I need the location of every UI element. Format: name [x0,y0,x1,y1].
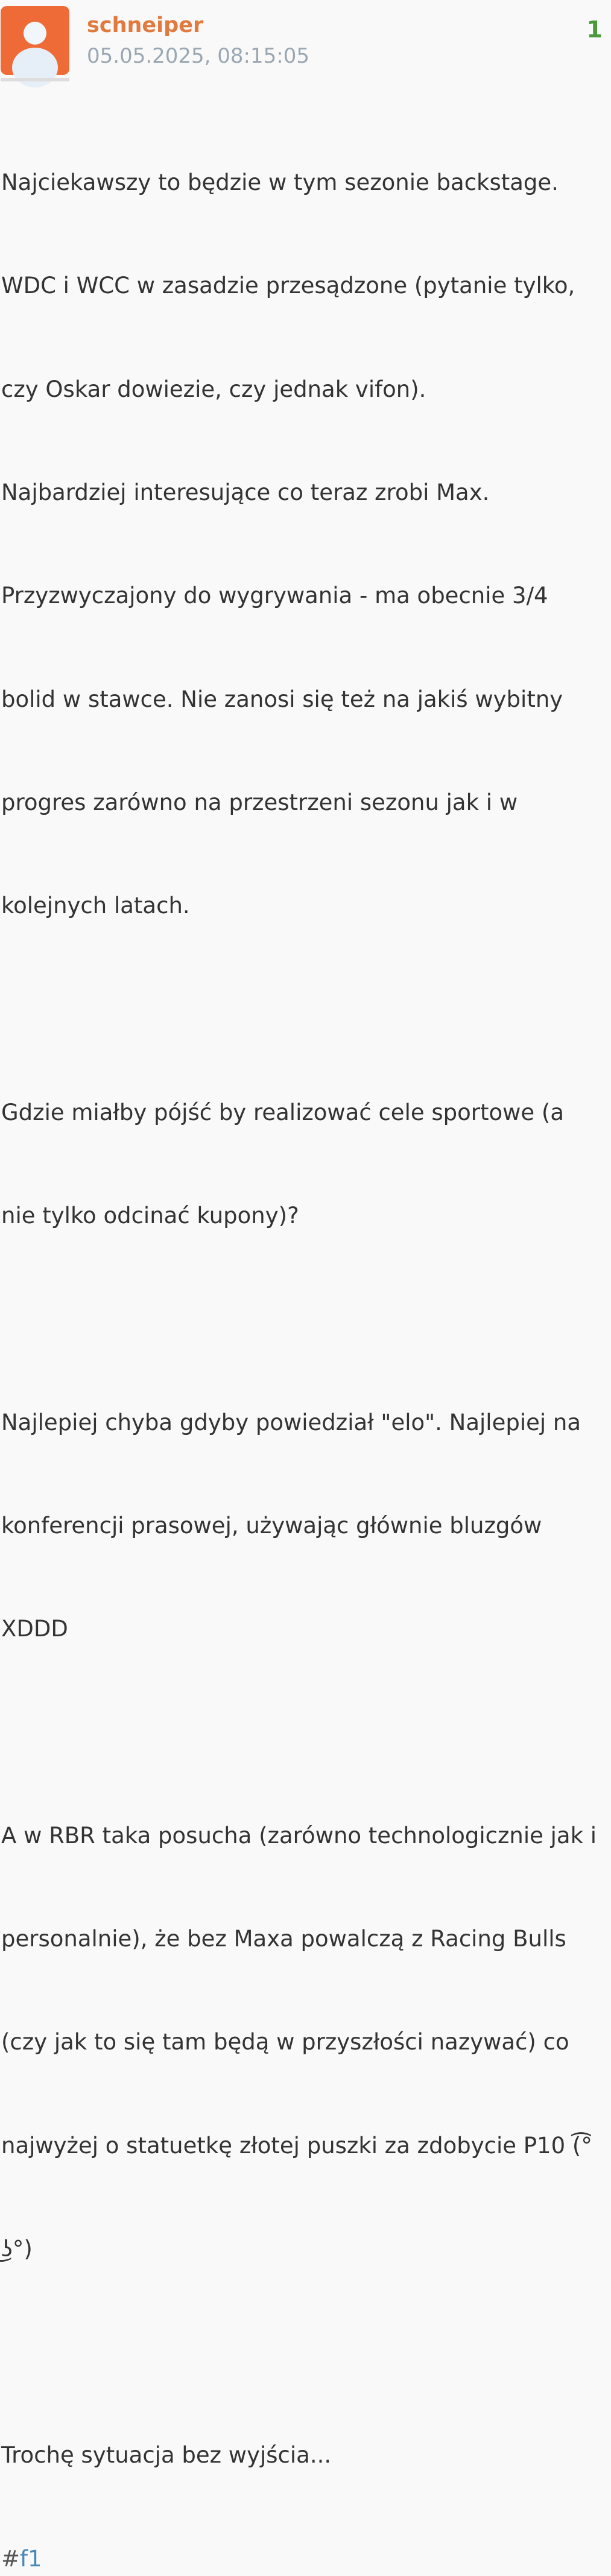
text-line: bolid w stawce. Nie zanosi się też na jakiś wybitny [1,686,563,712]
vote-count: 1 [586,16,603,43]
paragraph-2 [1,1027,608,1302]
text-line: XDDD [1,1616,68,1642]
text-line: nie tylko odcinać kupony)? [1,1203,299,1229]
text-line: Najlepiej chyba gdyby powiedział "elo". Najlepiej na [1,1409,581,1435]
post-header [0,0,611,84]
text-line: WDC i WCC w zasadzie przesądzone (pytanie tylko, [1,273,575,299]
paragraph-gap [1,1715,608,1749]
text-line: progres zarówno na przestrzeni sezonu jak i w [1,789,518,815]
avatar-underline [1,78,69,81]
paragraph-gap [1,2335,608,2369]
author-username[interactable]: schneiper [87,13,204,37]
avatar[interactable] [1,6,69,75]
paragraph-3 [1,1336,608,1715]
text-line: Przyzwyczajony do wygrywania - ma obecnie 3/4 [1,583,548,609]
text-line: Gdzie miałby pójść by realizować cele sportowe (a [1,1099,565,1125]
paragraph-5 [1,2369,608,2541]
text-line: A w RBR taka posucha (zarówno technologicznie jak i [1,1822,597,1849]
text-line: czy Oskar dowiezie, czy jednak vifon). [1,376,426,402]
text-line: (czy jak to się tam będą w przyszłości nazywać) co [1,2029,569,2055]
text-line: Trochę sytuacja bez wyjścia... [1,2442,332,2469]
text-line: Najbardziej interesujące co teraz zrobi Max. [1,479,490,506]
tag-line [1,2542,608,2576]
user-silhouette-icon [1,6,69,75]
text-line: kolejnych latach. [1,893,190,919]
paragraph-gap [1,992,608,1026]
text-line: personalnie), że bez Maxa powalczą z Racing Bulls [1,1925,566,1952]
post-body [1,97,608,2576]
tag-link-f1[interactable]: f1 [20,2545,42,2572]
text-line: konferencji prasowej, używając głównie bluzgów [1,1512,542,1539]
post-timestamp[interactable]: 05.05.2025, 08:15:05 [87,44,309,68]
paragraph-4 [1,1750,608,2335]
hash-symbol: # [1,2545,21,2572]
paragraph-1 [1,97,608,992]
paragraph-gap [1,1302,608,1336]
text-line: najwyżej o statuetkę złotej puszki za zdobycie P10 (͡° [1,2132,592,2159]
text-line: ͜ʖ°) [1,2235,33,2262]
text-line: Najciekawszy to będzie w tym sezonie backstage. [1,169,559,196]
